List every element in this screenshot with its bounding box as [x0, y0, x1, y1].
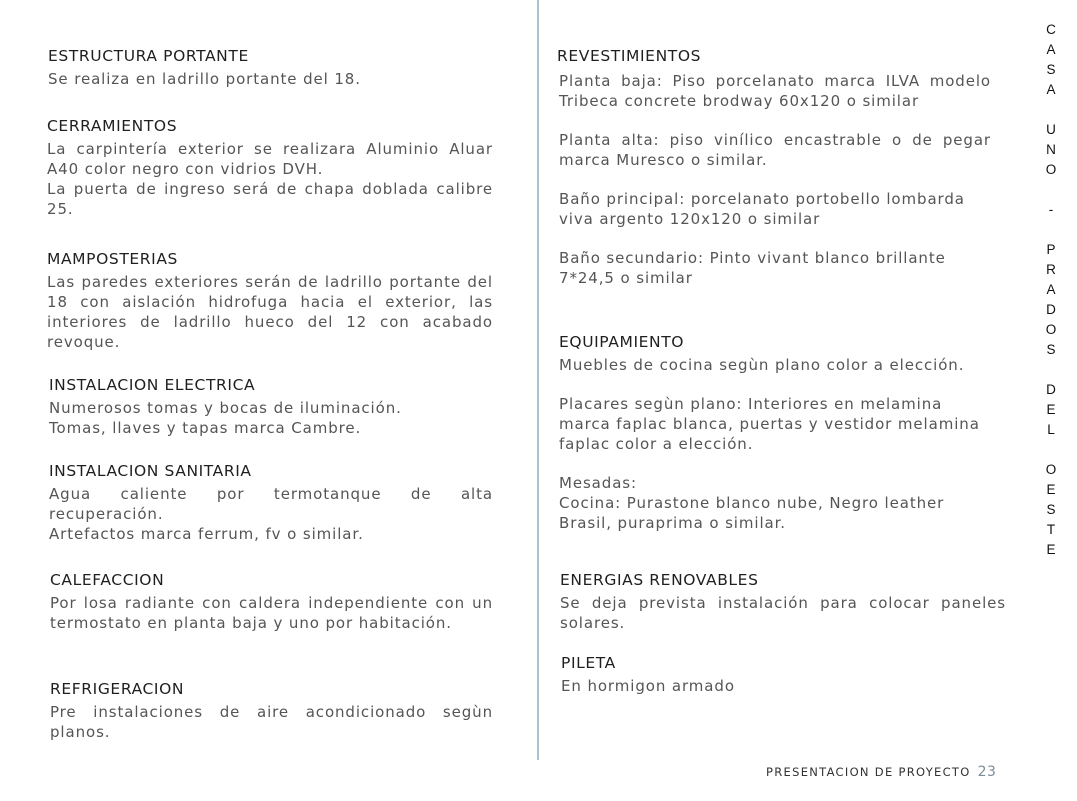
side-title-char: P — [1046, 242, 1056, 257]
side-title-char: S — [1046, 342, 1056, 357]
section-text: Muebles de cocina segùn plano color a elección. — [559, 356, 965, 374]
section-calefaccion — [50, 571, 493, 633]
side-title-char — [1043, 180, 1059, 200]
side-title-char: O — [1045, 162, 1057, 177]
footer-label: PRESENTACION DE PROYECTO — [766, 765, 971, 779]
side-title-char — [1043, 100, 1059, 120]
side-title-char: E — [1046, 482, 1056, 497]
side-title-char — [1043, 220, 1059, 240]
side-vertical-title — [1043, 20, 1059, 560]
section-title: EQUIPAMIENTO — [559, 333, 685, 351]
section-text: Planta alta: piso vinílico encastrable o de pegar marca Muresco o similar. — [559, 131, 991, 169]
footer — [766, 764, 996, 780]
section-text: Se deja prevista instalación para colocar paneles solares. — [560, 594, 1006, 632]
section-text: Pre instalaciones de aire acondicionado segùn planos. — [50, 703, 493, 741]
section-text: Se realiza en ladrillo portante del 18. — [48, 70, 361, 88]
section-text: La carpintería exterior se realizara Aluminio Aluar A40 color negro con vidrios DVH. — [47, 140, 493, 178]
side-title-char: T — [1046, 522, 1056, 537]
side-title-char — [1043, 360, 1059, 380]
section-title: ENERGIAS RENOVABLES — [560, 571, 759, 589]
side-title-char — [1043, 440, 1059, 460]
section-energias-renovables — [560, 571, 1006, 633]
section-text: Placares segùn plano: Interiores en melamina marca faplac blanca, puertas y vestidor melamina faplac color a elección. — [559, 395, 980, 453]
side-title-char: D — [1046, 382, 1056, 397]
side-title-char: N — [1046, 142, 1056, 157]
side-title-char: E — [1046, 542, 1056, 557]
side-title-char: S — [1046, 502, 1056, 517]
section-text: En hormigon armado — [561, 677, 735, 695]
section-text: Agua caliente por termotanque de alta recuperación. — [49, 485, 493, 523]
section-text: Por losa radiante con caldera independiente con un termostato en planta baja y uno por habitación. — [50, 594, 493, 632]
section-title: INSTALACION ELECTRICA — [49, 376, 256, 394]
section-mamposterias — [47, 250, 493, 352]
section-instalacion-electrica — [49, 376, 469, 438]
section-refrigeracion — [50, 680, 493, 742]
section-estructura-portante — [48, 47, 493, 89]
section-pileta — [561, 654, 991, 696]
side-title-char: R — [1046, 262, 1056, 277]
side-title-char: A — [1046, 282, 1056, 297]
section-text: Baño secundario: Pinto vivant blanco brillante 7*24,5 o similar — [559, 249, 946, 287]
section-text: Las paredes exteriores serán de ladrillo portante del 18 con aislación hidrofuga hacia el exterior, las interiores de ladrillo hueco del 12 con acabado revoque. — [47, 273, 493, 351]
side-title-char: L — [1047, 422, 1055, 437]
column-divider — [537, 0, 539, 760]
section-text: Tomas, llaves y tapas marca Cambre. — [49, 419, 362, 437]
side-title-char: S — [1046, 62, 1056, 77]
section-text: La puerta de ingreso será de chapa doblada calibre 25. — [47, 180, 493, 218]
section-title: CALEFACCION — [50, 571, 165, 589]
side-title-char: A — [1046, 42, 1056, 57]
section-instalacion-sanitaria — [49, 462, 493, 544]
section-title: CERRAMIENTOS — [47, 117, 178, 135]
section-text: Artefactos marca ferrum, fv o similar. — [49, 525, 364, 543]
section-title: REFRIGERACION — [50, 680, 185, 698]
side-title-char: O — [1045, 322, 1057, 337]
section-title: PILETA — [561, 654, 616, 672]
side-title-char: O — [1045, 462, 1057, 477]
section-title: INSTALACION SANITARIA — [49, 462, 252, 480]
section-revestimientos — [557, 47, 991, 288]
section-title: REVESTIMIENTOS — [557, 47, 702, 65]
side-title-char: A — [1046, 82, 1056, 97]
section-title: ESTRUCTURA PORTANTE — [48, 47, 249, 65]
side-title-char: E — [1046, 402, 1056, 417]
side-title-char: U — [1046, 122, 1056, 137]
side-title-char: C — [1046, 22, 1056, 37]
section-cerramientos — [47, 117, 493, 219]
section-title: MAMPOSTERIAS — [47, 250, 178, 268]
section-equipamiento — [559, 333, 989, 533]
section-text: Baño principal: porcelanato portobello lombarda viva argento 120x120 o similar — [559, 190, 965, 228]
page-number: 23 — [977, 764, 997, 780]
section-text: Planta baja: Piso porcelanato marca ILVA modelo Tribeca concrete brodway 60x120 o similar — [559, 72, 991, 110]
side-title-char: - — [1048, 202, 1054, 217]
section-text: Numerosos tomas y bocas de iluminación. — [49, 399, 402, 417]
side-title-char: D — [1046, 302, 1056, 317]
section-text: Mesadas: Cocina: Purastone blanco nube, Negro leather Brasil, puraprima o similar. — [559, 474, 945, 532]
